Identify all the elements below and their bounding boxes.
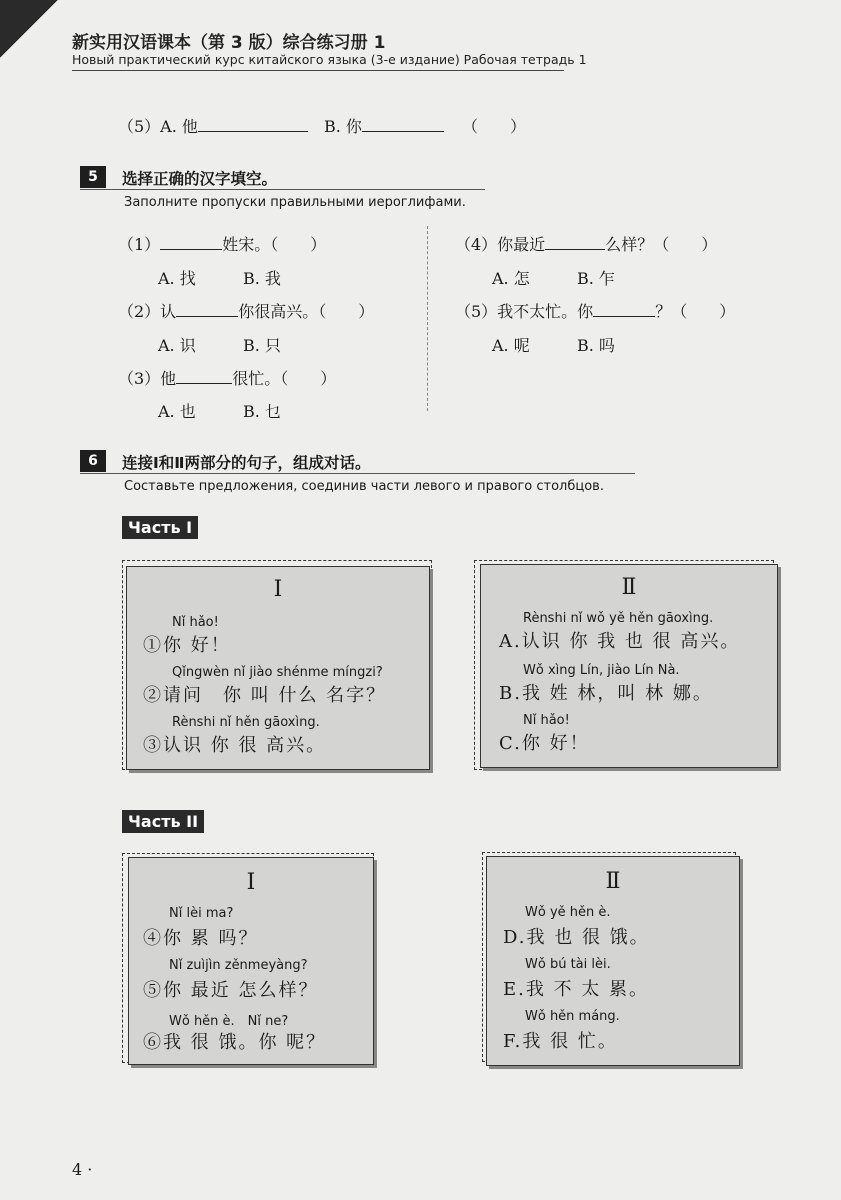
s5-item-3-blank[interactable] [176, 383, 232, 384]
top-item-blank-a[interactable] [198, 131, 308, 132]
s5-item-3-opt-a[interactable]: A. 也 [158, 402, 196, 421]
section-5-instructions: Заполните пропуски правильными иероглифами. [124, 195, 466, 210]
part-2-label: Часть II [122, 810, 204, 833]
s5-item-1-opt-b[interactable]: B. 我 [243, 269, 281, 288]
s5-item-1 [118, 232, 326, 255]
section-6-instructions: Составьте предложения, соединив части левого и правого столбцов. [124, 479, 604, 494]
s5-item-2-answer[interactable]: （ ） [318, 302, 375, 321]
s5-item-5-opt-a[interactable]: A. 呢 [492, 336, 530, 355]
s5-item-1-blank[interactable] [160, 249, 222, 250]
section-6-badge: 6 [80, 450, 106, 472]
p2-left-pinyin-2: Nǐ zuìjìn zěnmeyàng? [169, 958, 308, 973]
p2-left-hanzi-2[interactable]: ⑤你 最近 怎么样？ [143, 980, 319, 1001]
s5-item-2-opt-a[interactable]: A. 识 [158, 336, 196, 355]
top-item-blank-b[interactable] [362, 131, 444, 132]
p2-left-pinyin-1: Nǐ lèi ma? [169, 906, 234, 921]
p2-right-hanzi-2[interactable]: E.我 不 太 累。 [503, 979, 650, 1000]
s5-item-5-blank[interactable] [593, 316, 655, 317]
p1-right-pinyin-2: Wǒ xìng Lín, jiào Lín Nà. [523, 663, 680, 678]
p1-left-pinyin-1: Nǐ hǎo! [172, 615, 219, 630]
p2-left-hanzi-1[interactable]: ④你 累 吗？ [143, 928, 259, 949]
part-2-left-roman: I [246, 870, 256, 895]
p2-right-pinyin-2: Wǒ bú tài lèi. [525, 957, 611, 972]
s5-item-3-opt-b[interactable]: B. 乜 [243, 402, 281, 421]
p2-left-pinyin-3: Wǒ hěn è. Nǐ ne? [169, 1014, 289, 1029]
p1-left-hanzi-1[interactable]: ①你 好！ [143, 635, 231, 656]
section-5-title: 选择正确的汉字填空。 [122, 170, 278, 188]
s5-item-4-answer[interactable]: （ ） [653, 235, 718, 254]
part-1-left-roman: I [273, 577, 283, 602]
top-item-paren[interactable]: （ ） [462, 117, 527, 136]
s5-item-2-suffix: 你很高兴。 [238, 302, 319, 321]
section-6-rule [80, 473, 635, 474]
s5-item-3-suffix: 很忙。 [232, 369, 281, 388]
p1-right-hanzi-2[interactable]: B.我 姓 林，叫 林 娜。 [499, 683, 713, 704]
p2-right-pinyin-3: Wǒ hěn máng. [525, 1009, 620, 1024]
top-item [118, 114, 308, 137]
p1-right-pinyin-1: Rènshi nǐ wǒ yě hěn gāoxìng. [523, 611, 714, 626]
s5-item-5 [455, 299, 735, 322]
p2-right-hanzi-3[interactable]: F.我 很 忙。 [503, 1031, 618, 1052]
top-item-a: （5）A. 他 [118, 117, 198, 136]
p2-left-hanzi-3[interactable]: ⑥我 很 饿。你 呢？ [143, 1032, 327, 1053]
s5-item-4-opt-b[interactable]: B. 乍 [577, 269, 615, 288]
s5-item-1-answer[interactable]: （ ） [270, 235, 327, 254]
p2-right-hanzi-1[interactable]: D.我 也 很 饿。 [503, 927, 650, 948]
s5-item-4-opt-a[interactable]: A. 怎 [492, 269, 530, 288]
section-6-title: 连接Ⅰ和Ⅱ两部分的句子，组成对话。 [122, 454, 371, 472]
s5-item-2-blank[interactable] [176, 316, 238, 317]
part-2-right-card [486, 856, 740, 1066]
s5-item-3 [118, 366, 336, 389]
p1-right-hanzi-1[interactable]: A.认识 你 我 也 很 高兴。 [499, 631, 741, 652]
s5-item-4-suffix: 么样？ [605, 235, 654, 254]
s5-item-2-prefix: （2）认 [118, 302, 177, 321]
s5-item-4-prefix: （4）你最近 [455, 235, 546, 254]
s5-item-5-answer[interactable]: （ ） [671, 302, 736, 321]
s5-item-5-prefix: （5）我不太忙。你 [455, 302, 594, 321]
p1-left-pinyin-3: Rènshi nǐ hěn gāoxìng. [172, 715, 320, 730]
p1-right-pinyin-3: Nǐ hǎo! [523, 713, 570, 728]
s5-item-2-opt-b[interactable]: B. 只 [243, 336, 281, 355]
section-5-badge: 5 [80, 166, 106, 188]
s5-item-1-opt-a[interactable]: A. 找 [158, 269, 196, 288]
top-item-b-wrap [324, 114, 444, 137]
s5-item-2 [118, 299, 374, 322]
page-number: 4 · [72, 1160, 93, 1179]
s5-item-4 [455, 232, 717, 255]
s5-item-5-opt-b[interactable]: B. 吗 [577, 336, 615, 355]
part-2-right-roman: Ⅱ [605, 869, 621, 894]
part-1-label: Часть I [122, 516, 198, 539]
part-1-right-roman: Ⅱ [621, 575, 637, 600]
corner-decoration [0, 0, 58, 58]
s5-item-1-suffix: 姓宋。 [222, 235, 271, 254]
p1-left-hanzi-2[interactable]: ②请问 你 叫 什么 名字？ [143, 685, 387, 706]
part-1-left-card [126, 566, 430, 770]
top-item-b: B. 你 [324, 117, 362, 136]
book-subtitle: Новый практический курс китайского языка (3-е издание) Рабочая тетрадь 1 [72, 52, 587, 67]
s5-item-5-suffix: ？ [655, 302, 672, 321]
s5-item-1-prefix: （1） [118, 235, 161, 254]
part-2-left-card [128, 857, 374, 1065]
p2-right-pinyin-1: Wǒ yě hěn è. [525, 905, 611, 920]
p1-left-pinyin-2: Qǐngwèn nǐ jiào shénme míngzi? [172, 665, 383, 680]
book-title: 新实用汉语课本（第 3 版）综合练习册 1 [72, 33, 386, 53]
header-rule [72, 70, 564, 71]
s5-item-4-blank[interactable] [545, 249, 605, 250]
column-divider [427, 226, 428, 411]
part-1-right-card [480, 564, 778, 768]
s5-item-3-prefix: （3）他 [118, 369, 177, 388]
p1-left-hanzi-3[interactable]: ③认识 你 很 高兴。 [143, 735, 327, 756]
s5-item-3-answer[interactable]: （ ） [280, 369, 337, 388]
p1-right-hanzi-3[interactable]: C.你 好！ [499, 733, 590, 754]
section-5-rule [80, 189, 485, 190]
